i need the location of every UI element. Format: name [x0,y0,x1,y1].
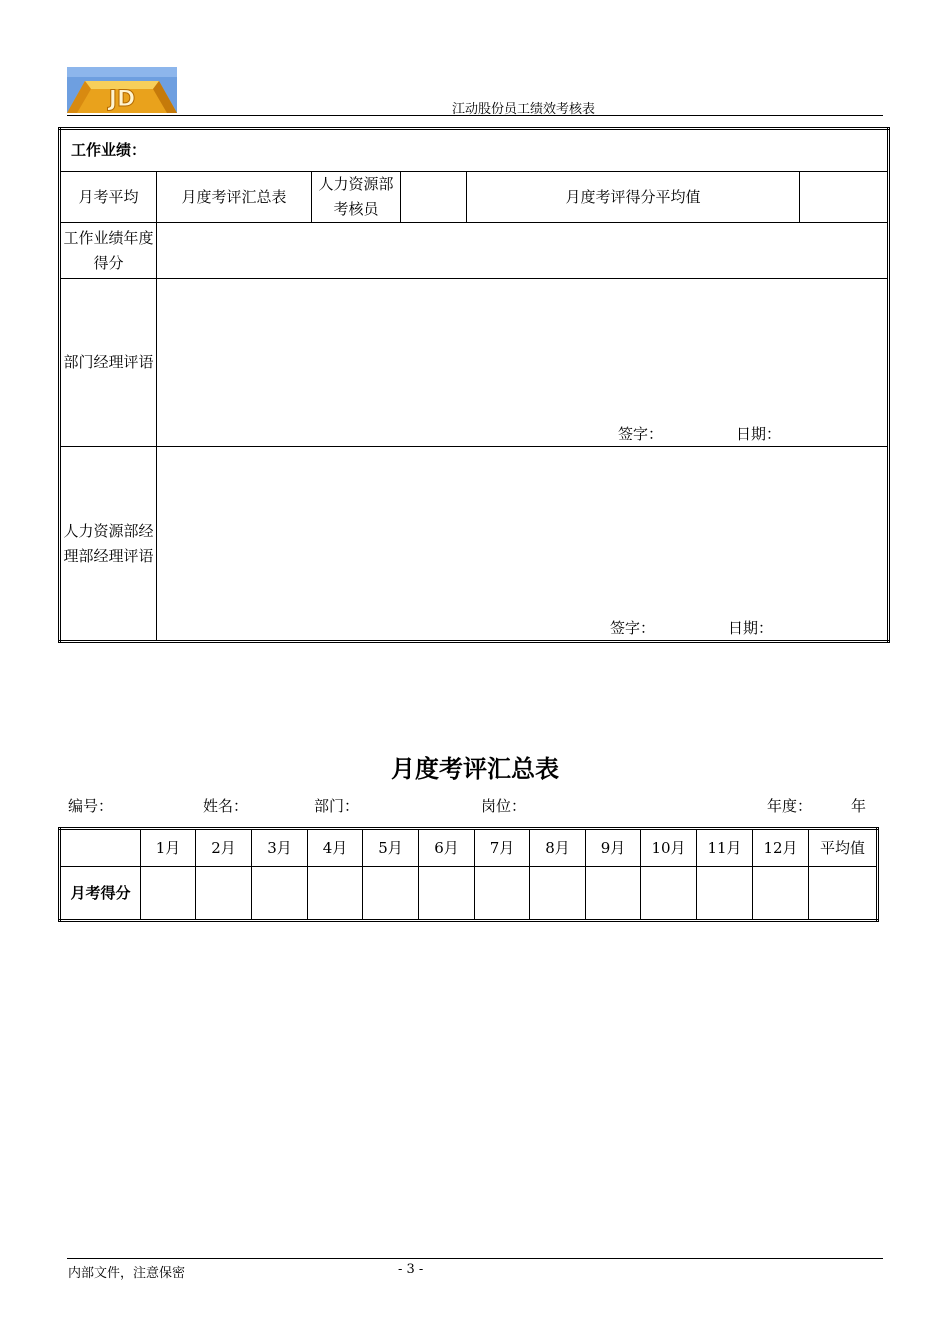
col-header-m3: 3月 [252,829,308,867]
col-header-m6: 6月 [419,829,475,867]
score-cell-m8[interactable] [530,867,586,921]
col-header-m10: 10月 [641,829,697,867]
col-header-average: 平均值 [809,829,878,867]
score-cell-m5[interactable] [363,867,419,921]
row-label-monthly-score: 月考得分 [60,867,141,921]
dept-sign-label: 签字： [618,425,664,443]
dept-label: 部门： [314,797,360,815]
col-header-m5: 5月 [363,829,419,867]
score-cell-m7[interactable] [475,867,530,921]
col-header-m8: 8月 [530,829,586,867]
hr-manager-comment-input[interactable] [157,447,889,642]
col-header-m2: 2月 [196,829,252,867]
dept-manager-comment-label: 部门经理评语 [60,279,157,447]
number-label: 编号： [68,797,114,815]
monthly-avg-score-input[interactable] [800,172,889,223]
score-cell-average[interactable] [809,867,878,921]
score-cell-m9[interactable] [586,867,641,921]
confidential-note: 内部文件，注意保密 [68,1266,186,1281]
header-title: 江动股份员工绩效考核表 [452,102,596,117]
work-performance-label: 工作业绩： [60,129,889,172]
score-cell-m3[interactable] [252,867,308,921]
score-cell-m1[interactable] [141,867,196,921]
hr-date-label: 日期： [728,619,774,637]
col-header-m4: 4月 [308,829,363,867]
company-logo [67,67,177,113]
score-cell-m11[interactable] [697,867,753,921]
header-divider [67,115,883,116]
performance-table [58,127,887,640]
col-header-m7: 7月 [475,829,530,867]
monthly-avg-label: 月考平均 [60,172,157,223]
col-header-m9: 9月 [586,829,641,867]
hr-reviewer-label: 人力资源部考核员 [312,172,401,223]
monthly-summary-label: 月度考评汇总表 [157,172,312,223]
col-header-m12: 12月 [753,829,809,867]
year-unit: 年 [851,797,867,815]
score-cell-m2[interactable] [196,867,252,921]
score-cell-m12[interactable] [753,867,809,921]
position-label: 岗位： [481,797,527,815]
score-cell-m4[interactable] [308,867,363,921]
svg-text:JD: JD [108,87,136,112]
footer-divider [67,1258,883,1259]
score-cell-m6[interactable] [419,867,475,921]
monthly-avg-score-label: 月度考评得分平均值 [467,172,800,223]
hr-manager-comment-label: 人力资源部经理部经理评语 [60,447,157,642]
monthly-summary-table [58,827,876,919]
name-label: 姓名： [203,797,249,815]
dept-manager-comment-input[interactable] [157,279,889,447]
col-header-m11: 11月 [697,829,753,867]
page-number: - 3 - [398,1262,424,1277]
dept-date-label: 日期： [736,425,782,443]
summary-title: 月度考评汇总表 [391,754,559,783]
score-cell-m10[interactable] [641,867,697,921]
col-header-m1: 1月 [141,829,196,867]
year-label: 年度： [767,797,813,815]
annual-score-input[interactable] [157,223,889,279]
hr-reviewer-input[interactable] [401,172,467,223]
annual-score-label: 工作业绩年度得分 [60,223,157,279]
corner-cell [60,829,141,867]
hr-sign-label: 签字： [610,619,656,637]
